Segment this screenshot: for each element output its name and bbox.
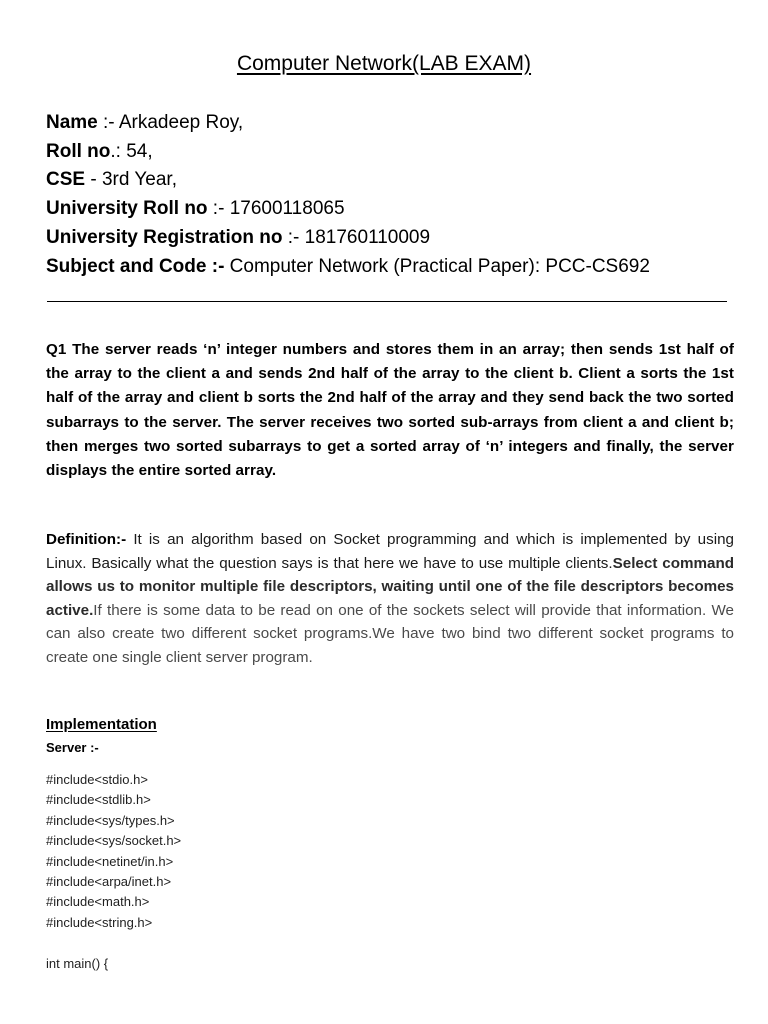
definition-text-intro: It is an algorithm based on Socket programming and which is implemented by using Linux. Basically what the question says is that here we have to use multiple clients. — [46, 531, 734, 572]
info-roll-line — [46, 141, 153, 163]
roll-value: .: 54, — [110, 141, 153, 162]
cse-label: CSE — [46, 169, 86, 190]
document-title: Computer Network(LAB EXAM) — [236, 52, 532, 75]
university-registration-value: :- 181760110009 — [282, 227, 431, 248]
code-line: #include<math.h> — [46, 894, 150, 910]
code-line: #include<sys/socket.h> — [46, 833, 182, 849]
definition-text-details: If there is some data to be read on one of the sockets select will provide that information. We can also create two different socket programs.We have two bind two different socket programs to create one single client server program. — [46, 601, 734, 666]
code-block — [46, 770, 181, 933]
code-line: #include<stdlib.h> — [46, 792, 151, 808]
university-roll-value: :- 17600118065 — [207, 198, 345, 219]
name-value: :- Arkadeep Roy, — [97, 112, 244, 133]
code-line: #include<stdio.h> — [46, 772, 148, 787]
subject-label: Subject and Code :- — [46, 256, 225, 277]
info-subject-line — [46, 256, 650, 278]
implementation-heading: Implementation — [46, 716, 157, 733]
separator-line — [47, 301, 727, 302]
code-line: #include<sys/types.h> — [46, 812, 175, 828]
cse-value: - 3rd Year, — [85, 169, 177, 190]
info-university-roll-line — [46, 198, 345, 220]
university-registration-label: University Registration no — [46, 227, 283, 248]
info-name-line — [46, 112, 243, 134]
definition-label: Definition:- — [46, 531, 127, 548]
roll-label: Roll no — [46, 141, 111, 162]
server-label: Server :- — [46, 740, 99, 755]
info-cse-line — [46, 169, 177, 191]
definition-text-select: Select command allows us to monitor multiple file descriptors, waiting until one of the file descriptors becomes active. — [46, 554, 734, 619]
question-paragraph: Q1 The server reads ‘n’ integer numbers and stores them in an array; then sends 1st half of the array to the client a and sends 2nd half of the array to the client b. Client a sorts the 1st half of the array and client b sorts the 2nd half of the array and they send back the two sorted subarrays to the server. The server receives two sorted sub-arrays from client a and client b; then merges two sorted subarrays to get a sorted array of ‘n’ integers and finally, the server displays the entire sorted array. — [46, 341, 734, 480]
code-line: #include<netinet/in.h> — [46, 853, 174, 869]
code-line: #include<arpa/inet.h> — [46, 874, 172, 890]
definition-paragraph — [46, 528, 734, 670]
code-line: #include<string.h> — [46, 914, 153, 930]
subject-value: Computer Network (Practical Paper): PCC-CS692 — [224, 256, 650, 277]
main-function-line: int main() { — [46, 956, 109, 971]
name-label: Name — [46, 112, 98, 133]
info-university-registration-line — [46, 227, 430, 249]
university-roll-label: University Roll no — [46, 198, 208, 219]
